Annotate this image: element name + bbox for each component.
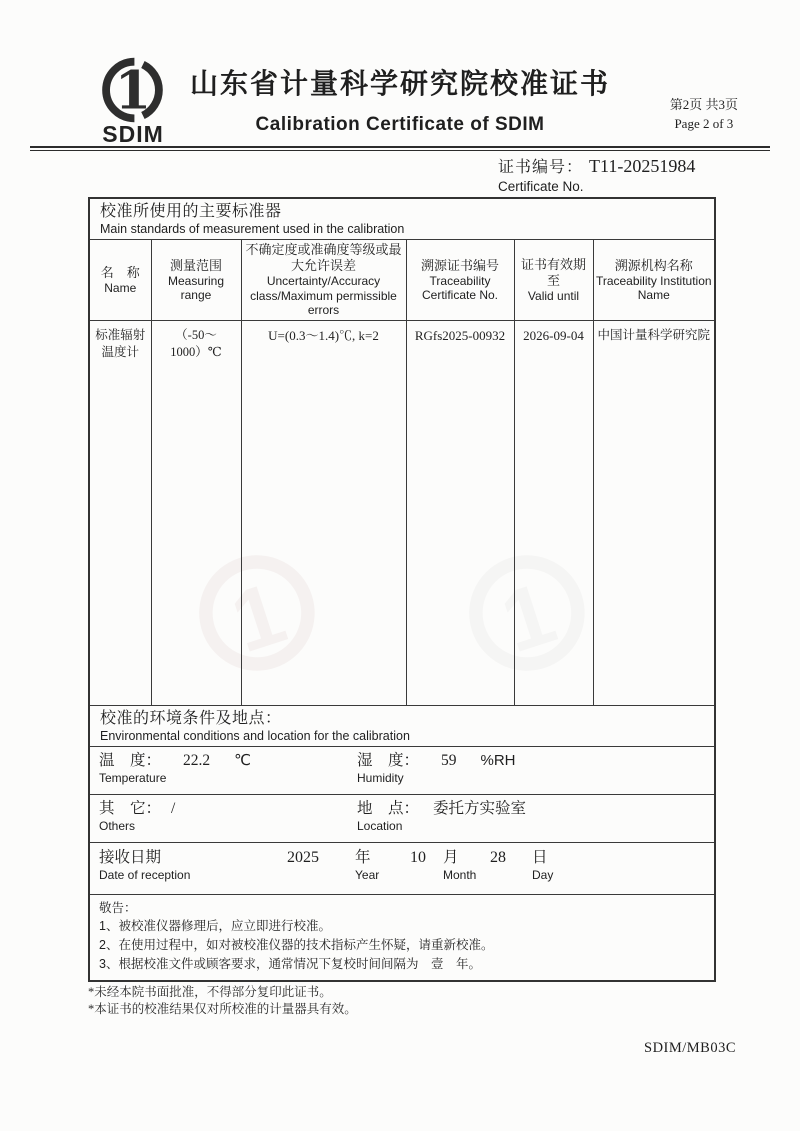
col-trace-en: Traceability Certificate No. — [421, 273, 499, 302]
others-location-row — [89, 795, 715, 843]
title-english: Calibration Certificate of SDIM — [255, 114, 545, 135]
humidity-label-zh: 湿 度： — [357, 752, 420, 769]
footnote-1: *未经本院书面批准，不得部分复印此证书。 — [88, 985, 332, 999]
environment-title-en: Environmental conditions and location for the calibration — [100, 729, 410, 743]
page-number — [670, 95, 738, 133]
sdim-emblem-icon — [97, 56, 169, 124]
reception-day-unit — [532, 848, 553, 882]
others-label-en: Others — [99, 819, 136, 833]
col-uncertainty-en: Uncertainty/Accuracy class/Maximum permissible errors — [250, 274, 397, 318]
column-header-uncertainty — [241, 240, 406, 321]
certificate-number-block — [498, 154, 728, 194]
environment-section-title-row — [89, 706, 715, 747]
standard-institution-cell: 中国计量科学研究院 — [593, 321, 715, 706]
standards-section-title-row — [89, 198, 715, 240]
standards-title-en: Main standards of measurement used in the calibration — [100, 222, 405, 236]
notice-title: 敬告： — [99, 901, 137, 915]
form-code: SDIM/MB03C — [644, 1040, 737, 1056]
month-zh: 月 — [443, 849, 459, 866]
col-valid-en: Valid until — [527, 288, 580, 303]
day-zh: 日 — [532, 849, 548, 866]
reception-year-unit — [355, 848, 410, 882]
footnotes — [88, 984, 357, 1018]
humidity-value: 59 — [441, 752, 457, 769]
standards-header-row — [89, 240, 715, 321]
reception-label-zh: 接收日期 — [99, 849, 162, 866]
sdim-logo — [78, 56, 188, 147]
location-label-zh: 地 点： — [357, 800, 420, 817]
notice-item-3: 3、根据校准文件或顾客要求，通常情况下复校时间间隔为 壹 年。 — [99, 957, 481, 971]
column-header-name — [89, 240, 151, 321]
reception-label-en: Date of reception — [99, 868, 191, 882]
col-uncertainty-zh: 不确定度或准确度等级或最大允许误差 — [245, 242, 402, 274]
reception-month-value: 10 — [410, 849, 426, 866]
col-institution-en: Traceability Institution Name — [595, 273, 712, 302]
reception-date-row — [89, 843, 715, 895]
col-range-en: Measuring range — [167, 273, 225, 302]
svg-text:1: 1 — [114, 60, 152, 122]
environment-title-zh: 校准的环境条件及地点： — [100, 710, 282, 727]
reception-year-value: 2025 — [287, 849, 319, 866]
svg-text:1: 1 — [490, 564, 567, 672]
temperature-field — [99, 751, 357, 785]
location-value: 委托方实验室 — [433, 800, 527, 817]
column-header-trace-cert — [406, 240, 514, 321]
reception-day-value: 28 — [490, 849, 506, 866]
col-trace-zh: 溯源证书编号 — [420, 257, 499, 273]
standard-trace-cert-cell: RGfs2025-00932 — [406, 321, 514, 706]
col-institution-zh: 溯源机构名称 — [614, 257, 693, 273]
calibration-table — [88, 197, 716, 982]
certificate-number-value: T11-20251984 — [589, 156, 696, 176]
humidity-unit: %RH — [480, 752, 516, 769]
page-number-english: Page 2 of 3 — [674, 116, 734, 131]
others-value: / — [171, 800, 176, 817]
standard-range-cell: （-50～1000）℃ — [151, 321, 241, 706]
document-title — [190, 62, 610, 136]
notice-item-1: 1、被校准仪器修理后，应立即进行校准。 — [99, 919, 331, 933]
reception-label — [99, 848, 287, 882]
col-name-zh: 名 称 — [100, 264, 140, 280]
standards-title-zh: 校准所使用的主要标准器 — [100, 203, 282, 220]
month-en: Month — [443, 868, 477, 882]
certificate-number-label-zh: 证书编号： — [498, 159, 584, 176]
svg-text:1: 1 — [220, 564, 297, 672]
certificate-number-label-en: Certificate No. — [498, 179, 584, 194]
column-header-valid-until — [514, 240, 593, 321]
standard-valid-until-cell: 2026-09-04 — [514, 321, 593, 706]
col-range-zh: 测量范围 — [169, 257, 222, 273]
temperature-label-zh: 温 度： — [99, 752, 162, 769]
location-label-en: Location — [357, 819, 403, 833]
col-valid-zh: 证书有效期至 — [520, 256, 586, 288]
header-divider — [30, 146, 770, 151]
column-header-range — [151, 240, 241, 321]
logo-label: SDIM — [102, 121, 164, 147]
reception-month-unit — [443, 848, 490, 882]
year-zh: 年 — [355, 849, 371, 866]
location-field — [357, 799, 526, 833]
temperature-humidity-row — [89, 747, 715, 795]
temperature-value: 22.2 — [183, 752, 211, 769]
temperature-unit: ℃ — [234, 752, 251, 769]
year-en: Year — [355, 868, 380, 882]
standards-data-row — [89, 321, 715, 706]
humidity-field — [357, 751, 516, 785]
temperature-label-en: Temperature — [99, 771, 167, 785]
humidity-label-en: Humidity — [357, 771, 404, 785]
notice-row — [89, 895, 715, 981]
day-en: Day — [532, 868, 554, 882]
page-number-chinese: 第2页 共3页 — [669, 97, 738, 112]
col-name-en: Name — [104, 280, 137, 295]
notice-item-2: 2、在使用过程中，如对被校准仪器的技术指标产生怀疑，请重新校准。 — [99, 938, 494, 952]
standard-uncertainty-cell: U=(0.3～1.4)℃, k=2 — [241, 321, 406, 706]
column-header-institution — [593, 240, 715, 321]
standard-name-cell: 标准辐射温度计 — [89, 321, 151, 706]
others-field — [99, 799, 357, 833]
title-chinese: 山东省计量科学研究院校准证书 — [190, 68, 611, 99]
others-label-zh: 其 它： — [99, 800, 162, 817]
footnote-2: *本证书的校准结果仅对所校准的计量器具有效。 — [88, 1002, 357, 1016]
